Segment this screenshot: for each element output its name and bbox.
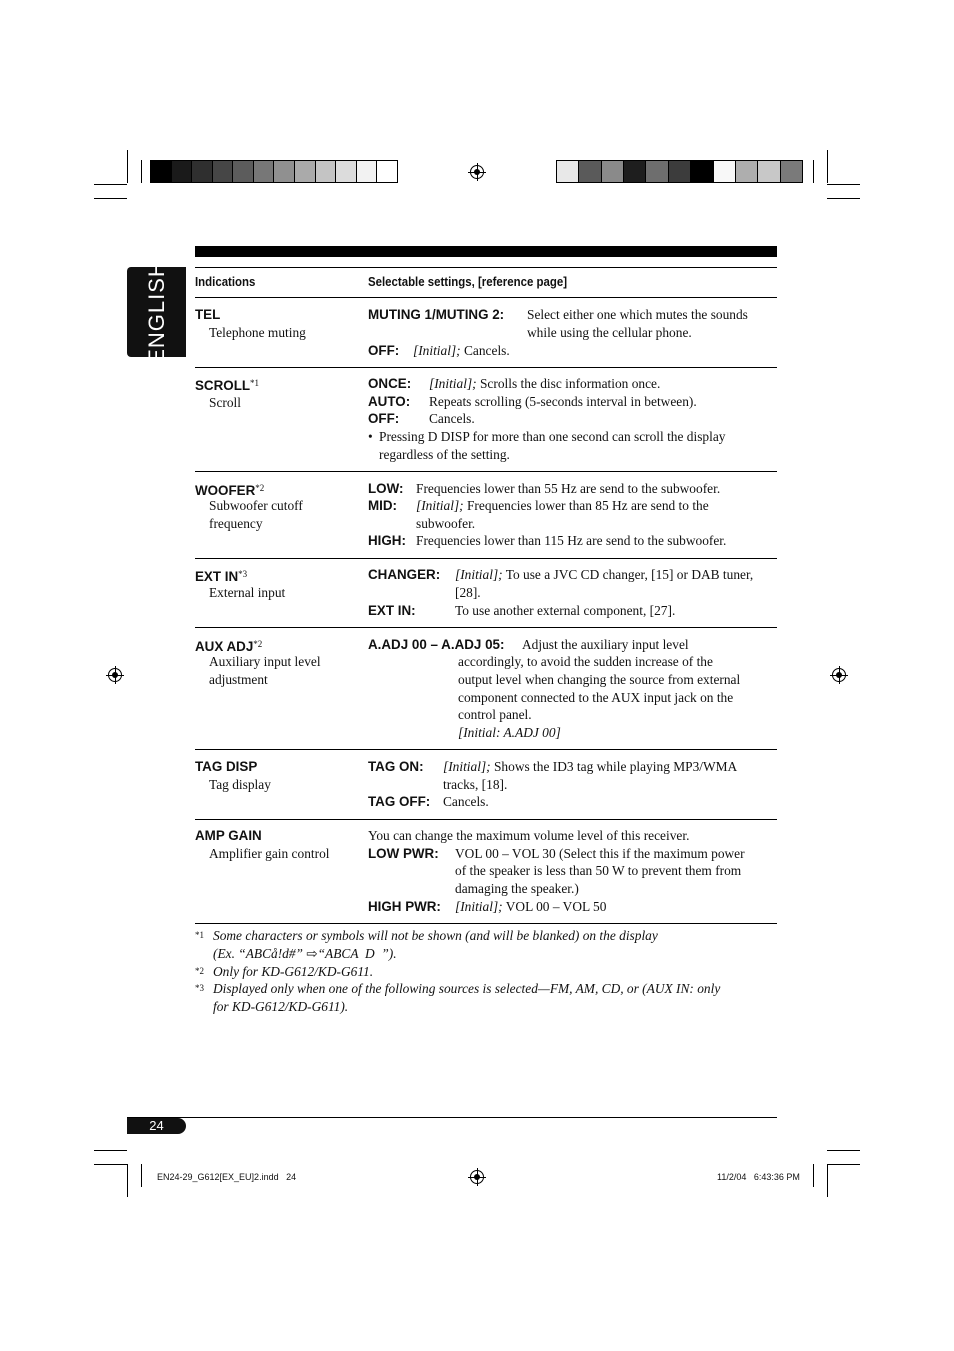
language-tab (127, 260, 186, 364)
setting-text: of the speaker is less than 50 W to prevent them from (455, 863, 742, 878)
setting-key: MUTING 1/MUTING 2: (368, 307, 505, 322)
color-swatch (172, 161, 193, 182)
indication-description: Scroll (209, 395, 241, 410)
footer-rule (127, 1117, 777, 1118)
setting-text: Repeats scrolling (5-seconds interval in between). (429, 394, 697, 409)
indication-description: adjustment (209, 672, 268, 687)
setting-text: control panel. (458, 707, 532, 722)
indication-description: Subwoofer cutoff (209, 498, 303, 513)
bullet-text: Pressing D DISP for more than one second can scroll the display (379, 429, 726, 444)
color-swatch (357, 161, 378, 182)
setting-text: damaging the speaker.) (455, 881, 579, 896)
table-divider (195, 297, 777, 298)
initial-tag: [Initial]; (413, 343, 461, 358)
setting-text: Cancels. (463, 343, 510, 358)
footnote-mark: *1 (195, 930, 204, 940)
setting-text: To use another external component, [27]. (455, 603, 676, 618)
footnote-ref: *1 (250, 378, 260, 388)
language-tab-label: ENGLISH (143, 260, 169, 364)
slug-filename: EN24-29_G612[EX_EU]2.indd 24 (157, 1172, 297, 1182)
setting-text: tracks, [18]. (443, 777, 508, 792)
footnote-text: Only for KD-G612/KD-G611. (213, 964, 374, 979)
indication-description: Auxiliary input level (209, 654, 321, 669)
color-swatch (781, 161, 802, 182)
slug-timestamp: 11/2/04 6:43:36 PM (717, 1172, 800, 1182)
indication-name: SCROLL (195, 378, 251, 393)
color-swatch (213, 161, 234, 182)
indication-description: frequency (209, 516, 263, 531)
initial-tag: [Initial]; (443, 759, 491, 774)
setting-key: LOW PWR: (368, 846, 439, 861)
setting-text: Select either one which mutes the sounds (527, 307, 748, 322)
table-divider (195, 367, 777, 368)
setting-text: component connected to the AUX input jack on the (458, 690, 734, 705)
registration-mark-icon (108, 668, 122, 682)
color-swatch (624, 161, 646, 182)
indication-description: External input (209, 585, 286, 600)
color-swatch (316, 161, 337, 182)
color-swatch (233, 161, 254, 182)
table-divider (195, 819, 777, 820)
color-swatch (669, 161, 691, 182)
indication-name: TEL (195, 307, 221, 322)
footnote-ref: *2 (253, 639, 263, 649)
setting-key: MID: (368, 498, 398, 513)
color-swatch (377, 161, 397, 182)
color-swatch (557, 161, 579, 182)
bullet-text: regardless of the setting. (379, 447, 510, 462)
page-number: 24 (127, 1118, 186, 1134)
initial-tag: [Initial]; (416, 498, 464, 513)
arrow-right-icon: ⇨ (306, 947, 318, 962)
color-calibration-bar-left (150, 160, 398, 183)
color-swatch (274, 161, 295, 182)
setting-key: CHANGER: (368, 567, 441, 582)
registration-mark-icon (470, 165, 484, 179)
setting-text: while using the cellular phone. (527, 325, 692, 340)
color-swatch (151, 161, 172, 182)
column-header-indications: Indications (195, 274, 256, 289)
footnote-text: (Ex. “ABCå!d#” (213, 946, 304, 961)
footnote-mark: *3 (195, 983, 204, 993)
table-divider (195, 923, 777, 924)
indication-name: AMP GAIN (195, 828, 262, 843)
footnote-ref: *2 (255, 483, 265, 493)
bullet-mark: • (368, 429, 373, 444)
setting-text: subwoofer. (416, 516, 476, 531)
setting-key: AUTO: (368, 394, 411, 409)
color-swatch (758, 161, 780, 182)
setting-text: Cancels. (429, 411, 475, 426)
initial-tag: [Initial]; (455, 899, 503, 914)
initial-tag: [Initial: A.ADJ 00] (458, 725, 561, 740)
color-swatch (714, 161, 736, 182)
setting-key: OFF: (368, 411, 400, 426)
setting-key: TAG OFF: (368, 794, 431, 809)
table-divider (195, 749, 777, 750)
footnote-text: for KD-G612/KD-G611). (213, 999, 349, 1014)
footnote-text: “ABCA D ”). (317, 946, 397, 961)
setting-key: TAG ON: (368, 759, 424, 774)
table-divider (195, 471, 777, 472)
color-swatch (192, 161, 213, 182)
setting-text: VOL 00 – VOL 30 (Select this if the maximum power (455, 846, 745, 861)
indication-name: TAG DISP (195, 759, 258, 774)
footnote-text: Displayed only when one of the following sources is selected—FM, AM, CD, or (AUX IN: only (213, 981, 721, 996)
initial-tag: [Initial]; (455, 567, 503, 582)
setting-intro: You can change the maximum volume level of this receiver. (368, 828, 690, 843)
color-swatch (646, 161, 668, 182)
footnote-mark: *2 (195, 966, 204, 976)
setting-key: ONCE: (368, 376, 412, 391)
indication-description: Tag display (209, 777, 271, 792)
color-swatch (254, 161, 275, 182)
registration-mark-icon (832, 668, 846, 682)
table-divider (195, 558, 777, 559)
setting-text: VOL 00 – VOL 50 (505, 899, 607, 914)
table-divider (195, 267, 777, 268)
setting-text: accordingly, to avoid the sudden increase of the (458, 654, 713, 669)
color-swatch (602, 161, 624, 182)
color-calibration-bar-right (556, 160, 803, 183)
setting-text: Frequencies lower than 115 Hz are send to the subwoofer. (416, 533, 727, 548)
table-top-bar (195, 246, 777, 257)
indication-description: Telephone muting (209, 325, 306, 340)
setting-key: HIGH PWR: (368, 899, 441, 914)
indication-name: EXT IN (195, 569, 239, 584)
indication-name: AUX ADJ (195, 639, 254, 654)
initial-tag: [Initial]; (429, 376, 477, 391)
setting-key: LOW: (368, 481, 404, 496)
setting-key: EXT IN: (368, 603, 416, 618)
color-swatch (295, 161, 316, 182)
setting-text: [28]. (455, 585, 481, 600)
setting-text: Frequencies lower than 85 Hz are send to the (466, 498, 709, 513)
setting-text: Frequencies lower than 55 Hz are send to the subwoofer. (416, 481, 721, 496)
indication-name: WOOFER (195, 483, 256, 498)
footnote-ref: *3 (238, 569, 248, 579)
setting-key: OFF: (368, 343, 400, 358)
color-swatch (736, 161, 758, 182)
registration-mark-icon (470, 1170, 484, 1184)
setting-text: Adjust the auxiliary input level (522, 637, 689, 652)
column-header-settings: Selectable settings, [reference page] (368, 274, 568, 289)
setting-key: HIGH: (368, 533, 406, 548)
setting-text: Scrolls the disc information once. (479, 376, 661, 391)
table-divider (195, 627, 777, 628)
setting-text: To use a JVC CD changer, [15] or DAB tuner, (505, 567, 754, 582)
footnote-text: Some characters or symbols will not be shown (and will be blanked) on the display (213, 928, 658, 943)
setting-text: output level when changing the source from external (458, 672, 741, 687)
indication-description: Amplifier gain control (209, 846, 330, 861)
setting-key: A.ADJ 00 – A.ADJ 05: (368, 637, 505, 652)
color-swatch (336, 161, 357, 182)
setting-text: Shows the ID3 tag while playing MP3/WMA (493, 759, 738, 774)
setting-text: Cancels. (443, 794, 489, 809)
color-swatch (579, 161, 601, 182)
color-swatch (691, 161, 713, 182)
